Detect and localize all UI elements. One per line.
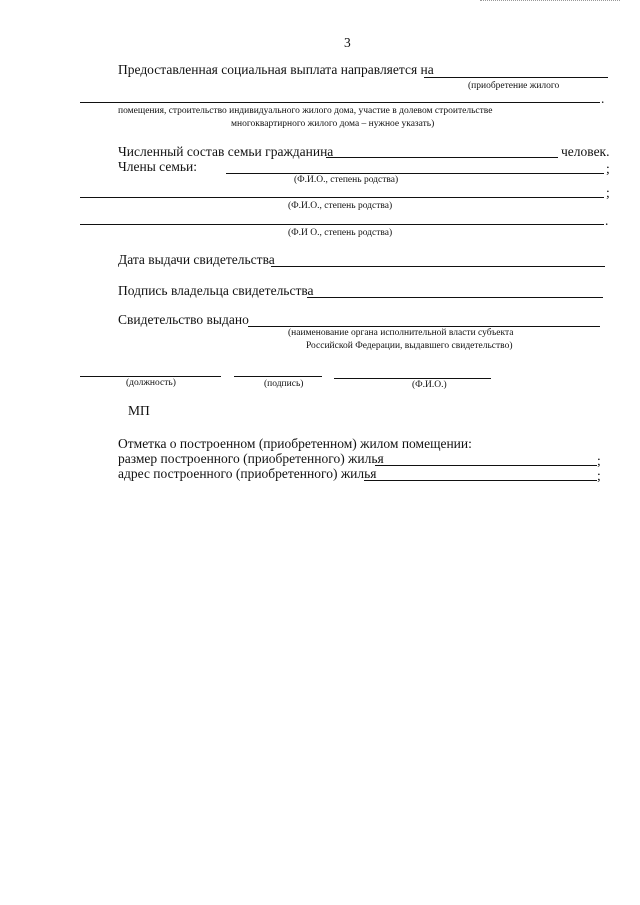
family-member-2-semicolon: ; [606, 185, 610, 200]
payment-destination-field-2[interactable] [80, 102, 600, 103]
family-member-3-field[interactable] [80, 224, 604, 225]
payment-end-mark: . [601, 91, 605, 106]
family-member-1-hint: (Ф.И.О., степень родства) [294, 175, 399, 185]
issued-by-hint-1: (наименование органа исполнительной власти субъекта [288, 328, 514, 338]
housing-address-label: адрес построенного (приобретенного) жилья [118, 466, 377, 481]
family-member-1-semicolon: ; [606, 161, 610, 176]
family-member-1-field[interactable] [226, 173, 604, 174]
scan-artifact [480, 0, 620, 3]
position-hint: (должность) [126, 378, 176, 388]
owner-signature-label: Подпись владельца свидетельства [118, 283, 314, 298]
family-member-2-hint: (Ф.И.О., степень родства) [288, 201, 393, 211]
owner-signature-field[interactable] [307, 297, 603, 298]
family-count-unit: человек. [561, 144, 610, 159]
housing-size-label: размер построенного (приобретенного) жилья [118, 451, 384, 466]
family-members-label: Члены семьи: [118, 159, 197, 174]
housing-size-semicolon: ; [597, 453, 601, 468]
signature-hint: (подпись) [264, 379, 304, 389]
payment-destination-hint-2: помещения, строительство индивидуального жилого дома, участие в долевом строительстве [118, 106, 493, 116]
position-field[interactable] [80, 376, 221, 377]
housing-address-semicolon: ; [597, 468, 601, 483]
family-member-2-field[interactable] [80, 197, 604, 198]
signature-field[interactable] [234, 376, 322, 377]
payment-destination-field[interactable] [424, 77, 608, 78]
issued-by-label: Свидетельство выдано [118, 312, 249, 327]
payment-destination-label: Предоставленная социальная выплата направляется на [118, 62, 434, 77]
page-number: 3 [344, 35, 351, 50]
family-count-field[interactable] [326, 157, 558, 158]
payment-destination-hint-1: (приобретение жилого [468, 81, 560, 91]
housing-address-field[interactable] [364, 480, 597, 481]
housing-size-field[interactable] [375, 465, 597, 466]
issued-by-hint-2: Российской Федерации, выдавшего свидетельство) [306, 341, 513, 351]
issued-by-field[interactable] [248, 326, 600, 327]
issue-date-field[interactable] [271, 266, 605, 267]
issue-date-label: Дата выдачи свидетельства [118, 252, 275, 267]
name-field[interactable] [334, 378, 491, 379]
family-count-label: Численный состав семьи гражданина [118, 144, 334, 159]
stamp-label: МП [128, 403, 150, 418]
name-hint: (Ф.И.О.) [412, 380, 447, 390]
family-member-3-hint: (Ф.И О., степень родства) [288, 228, 393, 238]
housing-title: Отметка о построенном (приобретенном) жилом помещении: [118, 436, 472, 451]
family-member-3-end-mark: . [605, 213, 609, 228]
payment-destination-hint-3: многоквартирного жилого дома – нужное указать) [231, 119, 435, 129]
